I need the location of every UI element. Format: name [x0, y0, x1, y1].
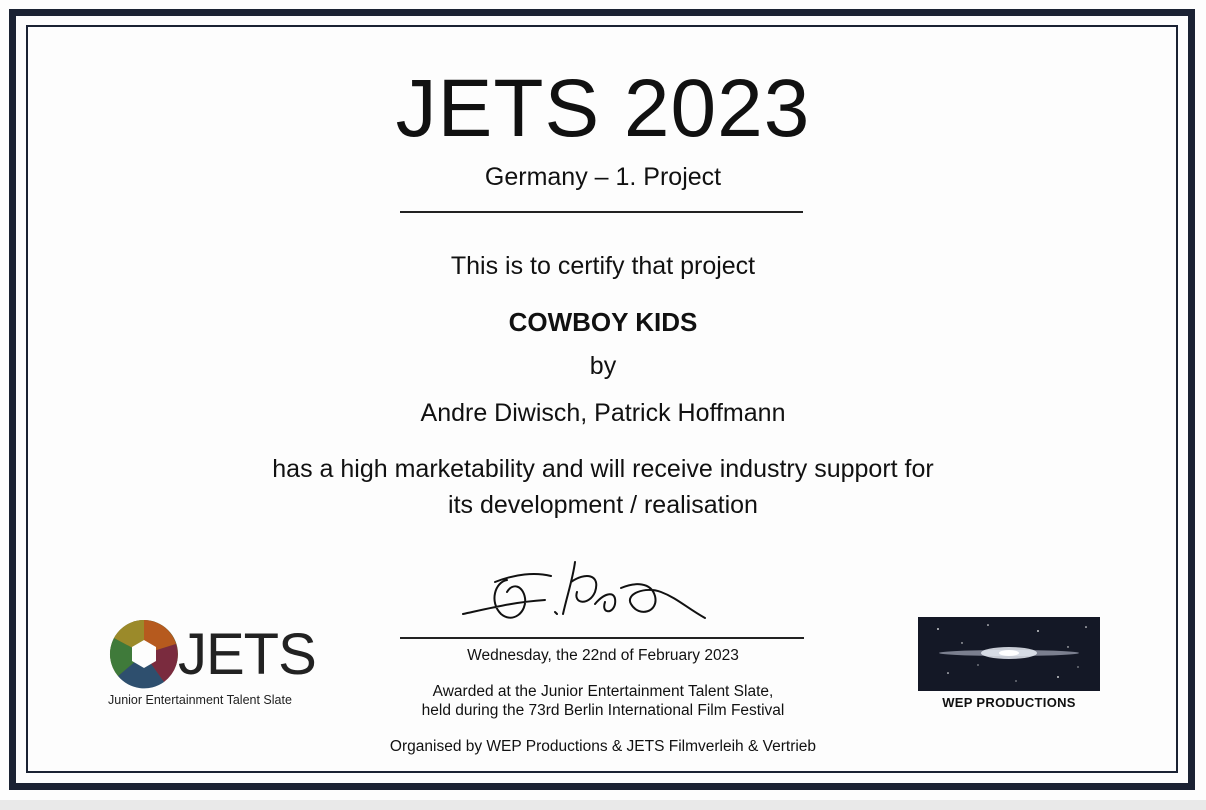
- jets-wordmark: JETS: [178, 622, 316, 687]
- jets-aperture-icon: [108, 618, 180, 690]
- signature-line: [400, 637, 804, 639]
- awarded-line-1: Awarded at the Junior Entertainment Talent Slate,: [432, 683, 774, 700]
- title-divider: [400, 211, 803, 213]
- certificate-subtitle: Germany – 1. Project: [484, 163, 722, 191]
- wep-galaxy-icon: [918, 617, 1100, 691]
- project-name: COWBOY KIDS: [508, 307, 698, 337]
- signature: [455, 552, 715, 632]
- signing-date: Wednesday, the 22nd of February 2023: [467, 647, 739, 664]
- jets-tagline: Junior Entertainment Talent Slate: [108, 693, 292, 707]
- certificate-title: JETS 2023: [395, 63, 811, 154]
- statement-line-2: its development / realisation: [448, 491, 758, 519]
- by-text: by: [589, 352, 617, 380]
- wep-logo: [918, 617, 1100, 712]
- organised-text: Organised by WEP Productions & JETS Filmverleih & Vertrieb: [389, 738, 817, 755]
- statement: [0, 451, 1206, 523]
- awarded-line-2: held during the 73rd Berlin International Film Festival: [421, 702, 785, 719]
- certify-line: This is to certify that project: [450, 252, 756, 280]
- wep-label: WEP PRODUCTIONS: [942, 695, 1076, 710]
- jets-logo: [108, 618, 316, 708]
- statement-line-1: has a high marketability and will receive industry support for: [272, 455, 934, 483]
- authors: Andre Diwisch, Patrick Hoffmann: [420, 399, 786, 427]
